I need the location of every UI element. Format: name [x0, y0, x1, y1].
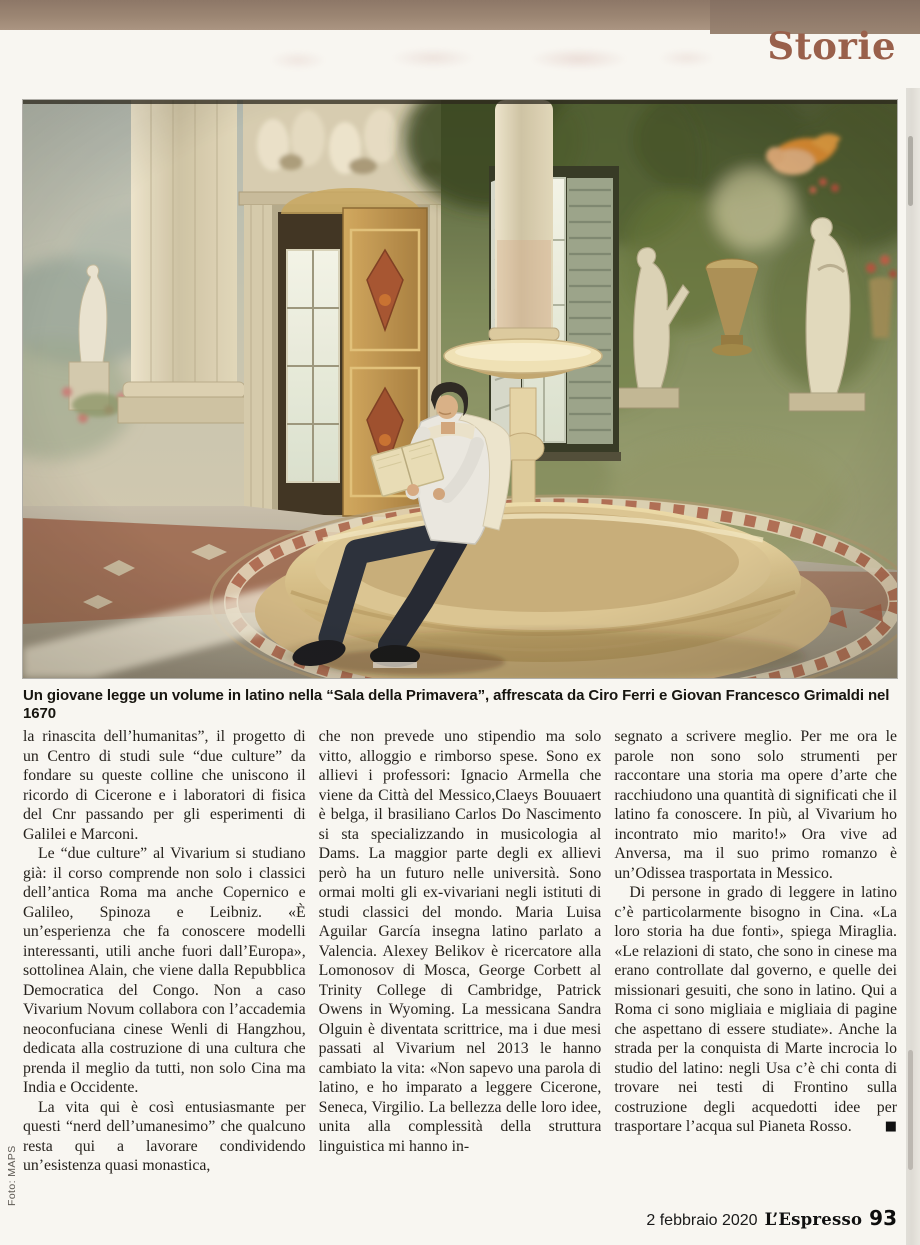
paragraph: che non prevede uno stipendio ma solo vitto, alloggio e rimborso spese. Sono ex allievi i professori: Ignacio Armella che viene da Città del Messico,Claeys Bouuaert è belga, il brasiliano Carlos Do Nascimento si sta specializzando in musicologia al Dams. La maggior parte degli ex allievi però ha un futuro nelle università. Sono ormai molti gli ex-vivariani negli istituti di studi classici del mondo. Maria Luisa Aguilar García insegna latino parlato a Valencia. Alexey Belikov è ricercatore alla Lomonosov di Mosca, George Corbett al Trinity College di Cambridge, Patrick Owens in Wyoming. La messicana Sandra Olguin è diventata scrittrice, ma i due mesi passati al Vivarium nel 2013 le hanno cambiato la vita: «Non sapevo una parola di latino, e ho imparato a leggere Cicerone, Seneca, Virgilio. La bellezza delle loro idee, unita alla complessità della struttura linguistica mi hanno in-: [318, 728, 602, 1155]
scan-right-edge: [906, 88, 920, 1245]
page-footer: [646, 1206, 897, 1230]
column-3: [614, 727, 897, 1197]
paragraph: segnato a scrivere meglio. Per me ora le parole non sono solo strumenti per raccontare una storia ma opere d’arte che racchiudono una quantità di significati che il latino fa conoscere. In più, al Vivarium ho incontrato mio marito!» Ora vive ad Anversa, ma il suo primo romanzo è un’Odissea trasportata in Messico.: [614, 728, 897, 882]
paragraph: La vita qui è così entusiasmante per questi “nerd dell’umanesimo” che qualcuno resta qui a lavorare condividendo un’esistenza quasi monastica,: [23, 1098, 306, 1174]
paragraph: Le “due culture” al Vivarium si studiano già: il corso comprende non solo i classici dell’antica Roma ma anche Copernico e Galileo, Spinoza e Leibniz. «È un’esperienza che fa conoscere modelli interessanti, utili anche fuori dall’Europa», sottolinea Alain, che viene dalla Repubblica Democratica del Congo. Non a caso Vivarium Novum collabora con l’accademia neoconfuciana cinese Wenli di Hangzhou, dedicata alla costruzione di una cultura che prenda il meglio da tutti, non solo Cina ma India e Occidente.: [23, 845, 306, 1096]
photo-credit: Foto: MAPS: [6, 1145, 18, 1206]
paragraph-text: Di persone in grado di leggere in latino c’è particolarmente bisogno in Cina. «La loro storia ha due fonti», spiega Miraglia. «Le relazioni di stato, che sono in cinese ma erano controllate dal governo, e quelle dei missionari gesuiti, che sono in latino. Qui a Roma ci sono migliaia e migliaia di pagine che aspettano di essere studiate». Anche la strada per la conquista di Marte incrocia lo studio del latino: negli Usa c’è chi conta di trovare nei testi di Frontino sulla costruzione degli acquedotti idee per trasportare l’acqua sul Pianeta Rosso.: [614, 884, 897, 1135]
magazine-name: L’Espresso: [764, 1210, 863, 1229]
article-end-mark: ■: [884, 1119, 897, 1134]
scan-smudge: [908, 136, 913, 206]
page-number: 93: [869, 1206, 897, 1230]
footer-date: 2 febbraio 2020: [646, 1212, 758, 1229]
sala-primavera-photo: [23, 100, 897, 678]
scan-smudge: [908, 1050, 913, 1170]
article-body: [23, 727, 897, 1197]
show-through-ghost-text: [190, 36, 730, 80]
column-1: [23, 727, 306, 1197]
photo-caption: Un giovane legge un volume in latino nella “Sala della Primavera”, affrescata da Ciro Ferri e Giovan Francesco Grimaldi nel 1670: [23, 687, 890, 722]
section-title: Storie: [767, 24, 896, 68]
column-2: [319, 727, 602, 1197]
paragraph: la rinascita dell’humanitas”, il progetto di un Centro di studi sule “due culture” da fondare su queste colline che uniscono il ricordo di Cicerone e i laboratori di fisica del Cnr passando per gli esperimenti di Galilei e Marconi.: [23, 728, 306, 843]
paragraph: [614, 883, 897, 1137]
